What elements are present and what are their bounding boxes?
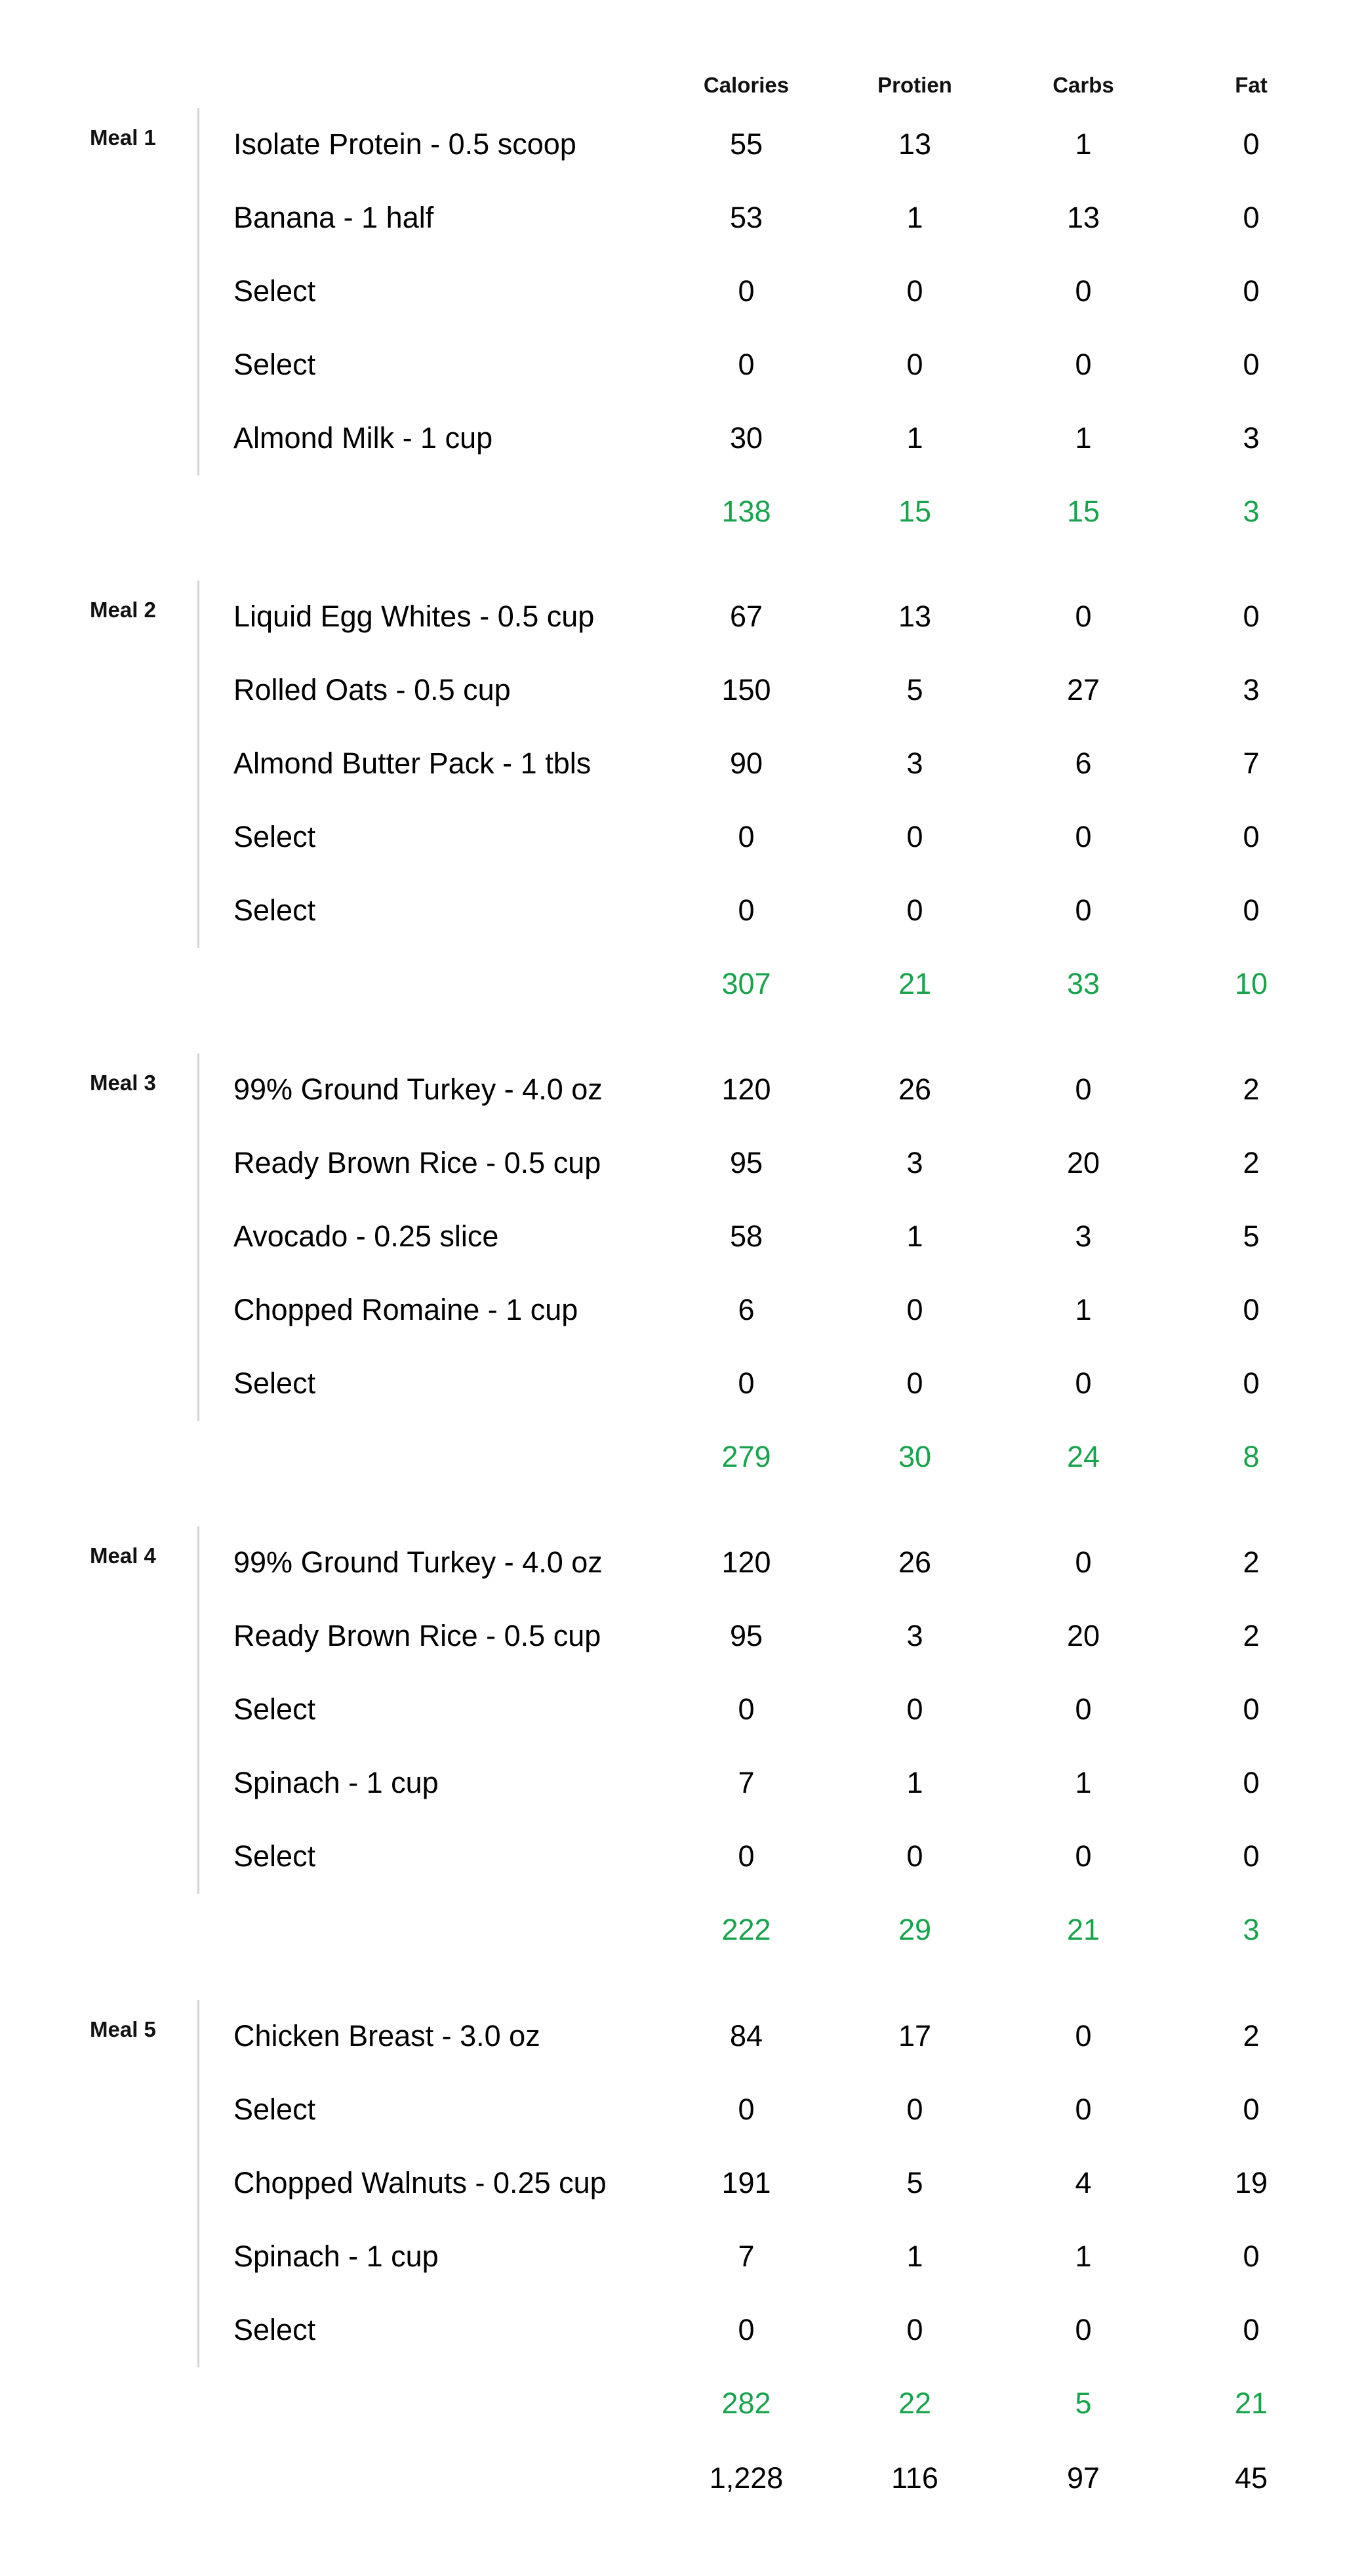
carbs-value: 27: [1066, 673, 1100, 706]
protein-value: 5: [906, 2166, 923, 2199]
protein-value: 0: [906, 2093, 923, 2126]
food-row[interactable]: [0, 1747, 1364, 1820]
carbs-value: 13: [1066, 201, 1100, 234]
fat-value: 0: [1243, 2239, 1260, 2273]
header-calories: Calories: [703, 73, 790, 97]
food-row[interactable]: [0, 654, 1364, 727]
meal-label: Meal 1: [90, 125, 156, 150]
food-row[interactable]: [0, 874, 1364, 948]
fat-value: 7: [1243, 746, 1260, 780]
food-select[interactable]: Select: [233, 2313, 316, 2346]
fat-value: 0: [1243, 1293, 1260, 1326]
fat-value: 0: [1243, 893, 1260, 927]
fat-value: 2: [1243, 1619, 1260, 1652]
food-row[interactable]: [0, 2294, 1364, 2367]
protein-value: 1: [906, 2239, 923, 2273]
fat-value: 2: [1243, 2019, 1260, 2053]
protein-value: 0: [906, 1366, 923, 1400]
protein-value: 17: [898, 2019, 932, 2053]
carbs-value: 6: [1075, 746, 1092, 780]
food-row[interactable]: [0, 402, 1364, 476]
meal-totals-row: [0, 1894, 1364, 1967]
fat-value: 0: [1243, 1366, 1260, 1400]
calories-value: 0: [738, 1692, 755, 1726]
carbs-value: 0: [1075, 274, 1092, 308]
carbs-value: 1: [1075, 2239, 1092, 2273]
grand-total-protein: 116: [891, 2461, 938, 2495]
calories-total: 222: [721, 1913, 771, 1946]
protein-value: 3: [906, 746, 923, 780]
protein-value: 0: [906, 893, 923, 927]
protein-value: 1: [906, 1219, 923, 1253]
calories-value: 90: [729, 746, 763, 780]
header-fat: Fat: [1235, 73, 1268, 97]
food-row[interactable]: [0, 1600, 1364, 1673]
carbs-total: 24: [1066, 1440, 1100, 1473]
food-select[interactable]: Select: [233, 893, 316, 927]
fat-value: 0: [1243, 2093, 1260, 2126]
protein-value: 0: [906, 820, 923, 853]
calories-value: 7: [738, 2239, 755, 2273]
carbs-value: 0: [1075, 2093, 1092, 2126]
calories-value: 120: [721, 1545, 771, 1579]
calories-value: 0: [738, 1839, 755, 1873]
food-row[interactable]: [0, 329, 1364, 402]
fat-value: 3: [1243, 673, 1260, 706]
food-select[interactable]: Almond Butter Pack - 1 tbls: [233, 746, 592, 780]
carbs-total: 33: [1066, 967, 1100, 1000]
fat-value: 0: [1243, 600, 1260, 633]
food-row[interactable]: [0, 1526, 1364, 1600]
calories-value: 53: [729, 201, 763, 234]
fat-value: 0: [1243, 348, 1260, 381]
food-select[interactable]: Select: [233, 1839, 316, 1873]
food-select[interactable]: Spinach - 1 cup: [233, 2239, 439, 2273]
carbs-value: 1: [1075, 1293, 1092, 1326]
protein-value: 13: [898, 600, 932, 633]
meal-totals-row: [0, 1421, 1364, 1494]
meal-label: Meal 2: [90, 598, 156, 622]
protein-value: 26: [898, 1545, 932, 1579]
calories-value: 95: [729, 1619, 763, 1652]
protein-total: 21: [898, 967, 932, 1000]
protein-value: 1: [906, 201, 923, 234]
calories-value: 55: [729, 127, 763, 161]
food-row[interactable]: [0, 255, 1364, 329]
protein-value: 26: [898, 1073, 932, 1106]
food-select[interactable]: Isolate Protein - 0.5 scoop: [233, 127, 576, 161]
food-row[interactable]: [0, 1053, 1364, 1127]
header-carbs: Carbs: [1053, 73, 1114, 97]
carbs-value: 0: [1075, 600, 1092, 633]
food-select[interactable]: Chicken Breast - 3.0 oz: [233, 2019, 540, 2053]
food-select[interactable]: Select: [233, 2093, 316, 2126]
fat-value: 0: [1243, 274, 1260, 308]
food-select[interactable]: Rolled Oats - 0.5 cup: [233, 673, 511, 706]
fat-value: 0: [1243, 127, 1260, 161]
fat-total: 10: [1234, 967, 1268, 1000]
carbs-value: 0: [1075, 1073, 1092, 1106]
food-row[interactable]: [0, 801, 1364, 874]
food-row[interactable]: [0, 1127, 1364, 1200]
protein-value: 5: [906, 673, 923, 706]
food-select[interactable]: Chopped Walnuts - 0.25 cup: [233, 2166, 607, 2199]
carbs-value: 1: [1075, 421, 1092, 455]
calories-total: 138: [721, 495, 771, 528]
fat-total: 3: [1243, 1913, 1260, 1946]
food-row[interactable]: [0, 581, 1364, 654]
protein-value: 3: [906, 1619, 923, 1652]
carbs-value: 0: [1075, 1692, 1092, 1726]
protein-value: 1: [906, 1766, 923, 1799]
food-select[interactable]: Almond Milk - 1 cup: [233, 421, 493, 455]
food-row[interactable]: [0, 2220, 1364, 2294]
calories-value: 30: [729, 421, 763, 455]
carbs-total: 5: [1075, 2386, 1092, 2420]
carbs-total: 15: [1066, 495, 1100, 528]
food-select[interactable]: Select: [233, 820, 316, 853]
carbs-value: 0: [1075, 820, 1092, 853]
fat-value: 0: [1243, 1839, 1260, 1873]
calories-value: 0: [738, 2093, 755, 2126]
food-select[interactable]: Select: [233, 348, 316, 381]
meal-label: Meal 3: [90, 1071, 156, 1095]
calories-total: 282: [721, 2386, 771, 2420]
carbs-value: 3: [1075, 1219, 1092, 1253]
food-select[interactable]: Banana - 1 half: [233, 201, 434, 234]
food-row[interactable]: [0, 1274, 1364, 1347]
carbs-value: 0: [1075, 348, 1092, 381]
fat-value: 0: [1243, 201, 1260, 234]
calories-value: 6: [738, 1293, 755, 1326]
grand-total-fat: 45: [1234, 2461, 1268, 2495]
calories-value: 58: [729, 1219, 763, 1253]
header-protein: Protien: [877, 73, 952, 97]
fat-value: 0: [1243, 820, 1260, 853]
carbs-value: 1: [1075, 1766, 1092, 1799]
food-select[interactable]: Avocado - 0.25 slice: [233, 1219, 499, 1253]
fat-value: 2: [1243, 1073, 1260, 1106]
calories-value: 0: [738, 2313, 755, 2346]
fat-value: 5: [1243, 1219, 1260, 1253]
column-headers: [0, 71, 1364, 100]
calories-total: 307: [721, 967, 771, 1000]
food-select[interactable]: Select: [233, 1366, 316, 1400]
food-row[interactable]: [0, 1200, 1364, 1274]
protein-value: 0: [906, 1839, 923, 1873]
calories-value: 84: [729, 2019, 763, 2053]
food-select[interactable]: Ready Brown Rice - 0.5 cup: [233, 1619, 601, 1652]
calories-value: 150: [721, 673, 771, 706]
protein-value: 0: [906, 348, 923, 381]
carbs-value: 0: [1075, 1545, 1092, 1579]
meal-totals-row: [0, 948, 1364, 1021]
meal-label: Meal 4: [90, 1544, 156, 1568]
protein-value: 0: [906, 1293, 923, 1326]
carbs-value: 0: [1075, 893, 1092, 927]
food-row[interactable]: [0, 182, 1364, 255]
fat-value: 3: [1243, 421, 1260, 455]
food-row[interactable]: [0, 2147, 1364, 2220]
fat-total: 3: [1243, 495, 1260, 528]
carbs-value: 20: [1066, 1619, 1100, 1652]
carbs-value: 0: [1075, 1366, 1092, 1400]
calories-value: 67: [729, 600, 763, 633]
fat-value: 0: [1243, 1766, 1260, 1799]
carbs-value: 4: [1075, 2166, 1092, 2199]
food-select[interactable]: Chopped Romaine - 1 cup: [233, 1293, 578, 1326]
fat-value: 2: [1243, 1146, 1260, 1179]
grand-total-calories: 1,228: [709, 2461, 784, 2495]
food-row[interactable]: [0, 2074, 1364, 2147]
calories-value: 0: [738, 1366, 755, 1400]
fat-total: 8: [1243, 1440, 1260, 1473]
calories-value: 95: [729, 1146, 763, 1179]
calories-value: 120: [721, 1073, 771, 1106]
protein-value: 0: [906, 2313, 923, 2346]
food-row[interactable]: [0, 2000, 1364, 2074]
protein-value: 1: [906, 421, 923, 455]
food-select[interactable]: Ready Brown Rice - 0.5 cup: [233, 1146, 601, 1179]
protein-total: 30: [898, 1440, 932, 1473]
fat-value: 2: [1243, 1545, 1260, 1579]
protein-total: 22: [898, 2386, 932, 2420]
carbs-value: 20: [1066, 1146, 1100, 1179]
protein-value: 0: [906, 1692, 923, 1726]
protein-value: 0: [906, 274, 923, 308]
protein-total: 29: [898, 1913, 932, 1946]
calories-value: 0: [738, 348, 755, 381]
calories-value: 0: [738, 893, 755, 927]
food-row[interactable]: [0, 1347, 1364, 1421]
food-row[interactable]: [0, 108, 1364, 182]
protein-total: 15: [898, 495, 932, 528]
carbs-value: 0: [1075, 2313, 1092, 2346]
fat-value: 0: [1243, 1692, 1260, 1726]
fat-value: 19: [1234, 2166, 1268, 2199]
fat-value: 0: [1243, 2313, 1260, 2346]
food-select[interactable]: 99% Ground Turkey - 4.0 oz: [233, 1545, 603, 1579]
food-select[interactable]: Select: [233, 1692, 316, 1726]
food-select[interactable]: 99% Ground Turkey - 4.0 oz: [233, 1073, 603, 1106]
meal-label: Meal 5: [90, 2017, 156, 2041]
carbs-value: 1: [1075, 127, 1092, 161]
meal-totals-row: [0, 476, 1364, 549]
food-row[interactable]: [0, 1820, 1364, 1894]
calories-value: 0: [738, 820, 755, 853]
food-row[interactable]: [0, 1673, 1364, 1747]
calories-total: 279: [721, 1440, 771, 1473]
grand-total-carbs: 97: [1066, 2461, 1100, 2495]
carbs-value: 0: [1075, 1839, 1092, 1873]
calories-value: 191: [721, 2166, 771, 2199]
carbs-total: 21: [1066, 1913, 1100, 1946]
carbs-value: 0: [1075, 2019, 1092, 2053]
fat-total: 21: [1234, 2386, 1268, 2420]
meal-totals-row: [0, 2367, 1364, 2441]
food-select[interactable]: Spinach - 1 cup: [233, 1766, 439, 1799]
protein-value: 3: [906, 1146, 923, 1179]
food-select[interactable]: Select: [233, 274, 316, 308]
food-select[interactable]: Liquid Egg Whites - 0.5 cup: [233, 600, 595, 633]
grand-totals-row: [0, 2442, 1364, 2516]
calories-value: 7: [738, 1766, 755, 1799]
protein-value: 13: [898, 127, 932, 161]
calories-value: 0: [738, 274, 755, 308]
food-row[interactable]: [0, 727, 1364, 801]
